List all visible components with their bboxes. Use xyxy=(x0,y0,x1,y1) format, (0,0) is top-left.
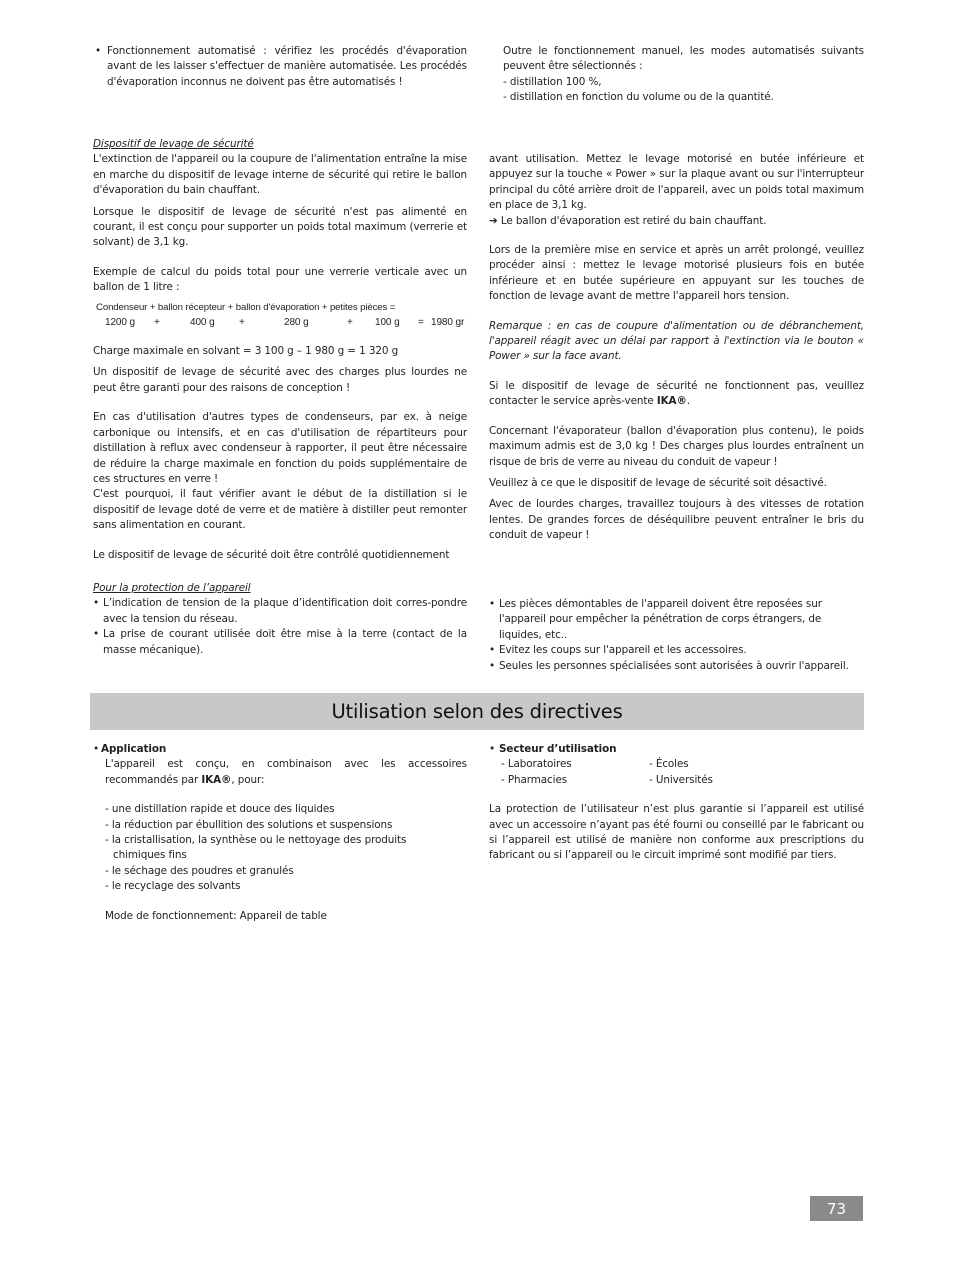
bullet-icon: • xyxy=(489,659,496,672)
safety-lift-p6: En cas d'utilisation d'autres types de condenseurs, par ex. à neige carbonique ou intensifs, et en cas d'utilisation de répartiteurs pour distillation à reflux avec condenseur à rapporter, il peut être nécessaire de réduire la charge maximale en fonction du poids supplémentaire de ces structures en verre ! xyxy=(93,411,467,485)
list-item: • La prise de courant utilisée doit être mise à la terre (contact de la masse mécanique). xyxy=(93,628,467,656)
protection-heading: Pour la protection de l’appareil xyxy=(93,582,251,594)
safety-lift-r7: Avec de lourdes charges, travaillez toujours à des vitesses de rotation lentes. De grandes forces de déséquilibre peuvent entraîner le bris du conduit de vapeur ! xyxy=(489,498,864,542)
safety-lift-p7: C'est pourquoi, il faut vérifier avant le début de la distillation si le dispositif de levage doté de verre et de matière à distiller peut remonter sans alimentation en courant. xyxy=(93,488,467,532)
safety-lift-r2: Lors de la première mise en service et après un arrêt prolongé, veuillez procéder ainsi : mettez le levage motorisé plusieurs fois en butée inférieure et en butée supérieure en appuyant sur les touches de fonction de levage avant de mettre l'appareil hors tension. xyxy=(489,244,864,303)
list-item: • Seules les personnes spécialisées sont autorisées à ouvrir l'appareil. xyxy=(489,659,864,674)
calc-value: 100 g xyxy=(375,317,400,329)
safety-lift-right xyxy=(489,152,864,544)
safety-lift-p4: Charge maximale en solvant = 3 100 g – 1 980 g = 1 320 g xyxy=(93,345,399,358)
safety-lift-p8: Le dispositif de levage de sécurité doit être contrôlé quotidiennement xyxy=(93,548,450,561)
automation-warning xyxy=(93,44,467,90)
calc-value: 280 g xyxy=(284,317,309,329)
calc-operator: + xyxy=(239,317,245,329)
operating-mode: Mode de fonctionnement: Appareil de table xyxy=(105,909,327,922)
sector-heading: Secteur d’utilisation xyxy=(499,743,617,755)
automated-mode-item: - distillation en fonction du volume ou de la quantité. xyxy=(503,91,774,104)
bullet-icon: • xyxy=(93,743,100,755)
bullet-icon: • xyxy=(95,45,102,57)
bullet-icon: • xyxy=(489,644,496,657)
protection-left xyxy=(93,581,467,658)
brand-ika: IKA® xyxy=(656,395,687,408)
list-item: - la réduction par ébullition des solutions et suspensions xyxy=(105,818,393,831)
list-item: • Evitez les coups sur l'appareil et les accessoires. xyxy=(489,643,864,658)
sector-row xyxy=(489,773,864,788)
calc-value: 1980 gr xyxy=(431,317,465,329)
safety-lift-r6: Veuillez à ce que le dispositif de levage de sécurité soit désactivé. xyxy=(489,476,827,489)
automated-modes xyxy=(503,44,864,106)
automation-warning-text: Fonctionnement automatisé : vérifiez les procédés d'évaporation avant de les laisser s'effectuer de manière automatisée. Les procédés d'évaporation inconnus ne doivent pas être automatisés ! xyxy=(107,45,467,88)
section-banner xyxy=(90,693,864,730)
arrow-right-icon: ➔ xyxy=(489,214,498,227)
automated-mode-item: - distillation 100 %, xyxy=(503,75,602,88)
list-item: - le séchage des poudres et granulés xyxy=(105,864,294,877)
calc-operator: = xyxy=(418,317,424,329)
bullet-icon: • xyxy=(93,628,100,641)
sector-item: - Laboratoires xyxy=(501,758,572,771)
section-title: Utilisation selon des directives xyxy=(331,700,623,723)
sector-row xyxy=(489,757,864,772)
safety-lift-r4: Si le dispositif de levage de sécurité ne fonctionnent pas, veuillez contacter le service après-vente IKA®. xyxy=(489,379,864,408)
application-heading: Application xyxy=(101,743,167,755)
safety-lift-p3: Exemple de calcul du poids total pour une verrerie verticale avec un ballon de 1 litre : xyxy=(93,265,467,294)
safety-lift-p1: L'extinction de l'appareil ou la coupure de l'alimentation entraîne la mise en marche du dispositif de levage interne de sécurité qui retire le ballon d'évaporation du bain chauffant. xyxy=(93,153,467,197)
brand-ika: IKA® xyxy=(201,773,232,786)
protection-right xyxy=(489,597,864,674)
weight-calculation xyxy=(93,300,467,330)
list-item: • Les pièces démontables de l'appareil doivent être reposées sur l'appareil pour empêcher la pénétration de corps étrangers, de liquides, etc.. xyxy=(489,598,822,641)
safety-lift-r5: Concernant l'évaporateur (ballon d'évaporation plus contenu), le poids maximum admis est de 3,0 kg ! Des charges plus lourdes entraînent un risque de bris de verre au niveau du conduit de vapeur ! xyxy=(489,424,864,468)
application-block xyxy=(93,742,467,924)
sector-item: - Pharmacies xyxy=(501,773,568,786)
calc-label: Condenseur + ballon récepteur + ballon d'évaporation + petites pièces = xyxy=(96,301,396,313)
calc-value: 1200 g xyxy=(105,317,135,329)
list-item: - le recyclage des solvants xyxy=(105,880,241,893)
application-intro: L'appareil est conçu, en combinaison avec les accessoires recommandés par IKA®, pour: xyxy=(105,758,467,786)
list-item: - la cristallisation, la synthèse ou le nettoyage des produits chimiques fins xyxy=(105,834,407,862)
sector-item: - Écoles xyxy=(649,758,689,771)
page-number: 73 xyxy=(810,1196,863,1221)
safety-lift-remark: Remarque : en cas de coupure d'alimentation ou de débranchement, l'appareil réagit avec un délai par rapport à l'extinction via le bouton « Power » sur la face avant. xyxy=(489,319,864,363)
list-item: - une distillation rapide et douce des liquides xyxy=(105,803,335,816)
safety-lift-left xyxy=(93,137,467,563)
sector-block xyxy=(489,742,864,864)
calc-value: 400 g xyxy=(190,317,215,329)
bullet-icon: • xyxy=(489,598,496,610)
bullet-icon: • xyxy=(489,743,496,755)
automated-modes-intro: Outre le fonctionnement manuel, les modes automatisés suivants peuvent être sélectionnés : xyxy=(503,45,864,73)
safety-lift-p2: Lorsque le dispositif de levage de sécurité n'est pas alimenté en courant, il est conçu pour supporter un poids total maximum (verrerie et solvant) de 3,1 kg. xyxy=(93,205,467,249)
list-item: • L’indication de tension de la plaque d’identification doit corres-pondre avec la tension du réseau. xyxy=(93,597,467,625)
sector-item: - Universités xyxy=(649,773,713,786)
safety-lift-r1: avant utilisation. Mettez le levage motorisé en butée inférieure et appuyez sur la touche « Power » sur la plaque avant ou sur l'interrupteur principal du côté arrière droit de l'appareil, avec un poids total maximum en place de 3,1 kg. xyxy=(489,153,864,212)
safety-lift-p5: Un dispositif de levage de sécurité avec des charges plus lourdes ne peut être garanti pour des raisons de conception ! xyxy=(93,366,467,394)
calc-operator: + xyxy=(347,317,353,329)
safety-lift-r1-result: Le ballon d'évaporation est retiré du bain chauffant. xyxy=(500,214,767,227)
user-protection-disclaimer: La protection de l’utilisateur n’est plus garantie si l’appareil est utilisé avec un accessoire n’ayant pas été fourni ou conseillé par le fabricant ou si l’appareil est utilisé de manière non conforme aux prescriptions du fabricant ou si l’appareil ou le circuit imprimé sont modifié par tiers. xyxy=(489,803,864,862)
calc-operator: + xyxy=(154,317,160,329)
safety-lift-heading: Dispositif de levage de sécurité xyxy=(93,138,254,150)
bullet-icon: • xyxy=(93,597,100,610)
